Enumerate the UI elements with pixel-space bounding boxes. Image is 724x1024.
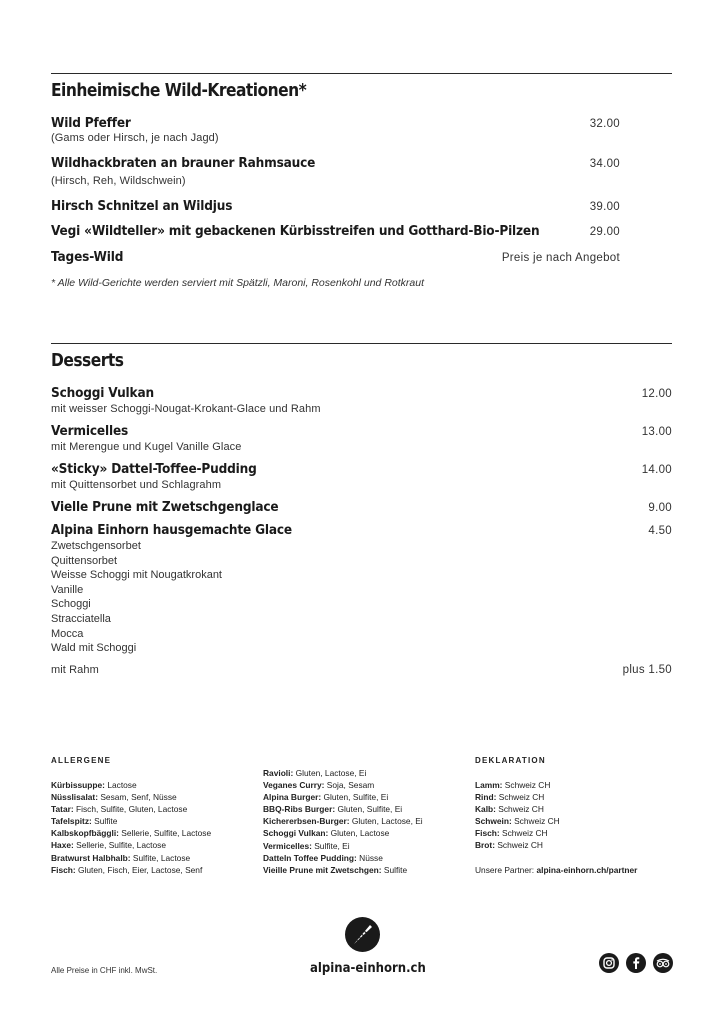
list-item: Kürbissuppe: Lactose (51, 780, 137, 790)
menu-item-price: 14.00 (641, 464, 672, 476)
menu-item-price: 4.50 (648, 525, 672, 537)
list-item: Quittensorbet (51, 554, 118, 567)
section-title-desserts: Desserts (51, 350, 124, 371)
menu-item-name: «Sticky» Dattel-Toffee-Pudding (51, 461, 257, 477)
menu-item-name: Vielle Prune mit Zwetschgenglace (51, 499, 279, 515)
menu-item-description: (Gams oder Hirsch, je nach Jagd) (51, 132, 219, 144)
menu-item-name: Vermicelles (51, 423, 129, 439)
menu-item-price: 29.00 (589, 226, 620, 238)
allergene-column-1 (51, 779, 211, 876)
menu-item-price: Preis je nach Angebot (501, 252, 620, 264)
menu-item-price: 32.00 (589, 118, 620, 130)
list-item: Weisse Schoggi mit Nougatkrokant (51, 569, 222, 582)
allergene-heading: ALLERGENE (51, 756, 112, 765)
menu-item-price: 13.00 (641, 426, 672, 438)
menu-item-description: mit Merengue und Kugel Vanille Glace (51, 441, 242, 453)
menu-item-name: Wild Pfeffer (51, 115, 131, 131)
list-item: Brot: Schweiz CH (475, 840, 543, 851)
list-item: Haxe: Sellerie, Sulfite, Lactose (51, 840, 166, 851)
divider (51, 343, 672, 344)
list-item: Vieille Prune mit Zwetschgen: Sulfite (263, 864, 408, 875)
divider (51, 73, 672, 74)
menu-item-name: Alpina Einhorn hausgemachte Glace (51, 522, 292, 538)
list-item: Kalbskopfbäggli: Sellerie, Sulfite, Lactose (51, 828, 212, 839)
menu-item-name: Tages-Wild (51, 249, 124, 265)
list-item: Nüsslisalat: Sesam, Senf, Nüsse (51, 792, 177, 803)
list-item: Schwein: Schweiz CH (475, 816, 560, 827)
unicorn-horn-icon (345, 917, 380, 952)
list-item: Fisch: Schweiz CH (475, 828, 548, 839)
list-item: Wald mit Schoggi (51, 642, 137, 655)
instagram-icon[interactable] (599, 953, 619, 973)
partner-label: Unsere Partner: (475, 865, 535, 875)
list-item: Lamm: Schweiz CH (475, 780, 551, 790)
list-item: Bratwurst Halbhalb: Sulfite, Lactose (51, 852, 191, 863)
list-item: BBQ-Ribs Burger: Gluten, Sulfite, Ei (263, 804, 403, 815)
menu-item-price: 39.00 (589, 201, 620, 213)
list-item: Mocca (51, 627, 84, 640)
list-item: Veganes Curry: Soja, Sesam (263, 780, 375, 791)
partner-link[interactable]: alpina-einhorn.ch/partner (536, 865, 638, 875)
list-item: Stracciatella (51, 612, 111, 625)
menu-item-name: Wildhackbraten an brauner Rahmsauce (51, 155, 316, 171)
list-item: Tafelspitz: Sulfite (51, 816, 118, 827)
list-item: Kichererbsen-Burger: Gluten, Lactose, Ei (263, 816, 423, 827)
wild-footnote: * Alle Wild-Gerichte werden serviert mit Spätzli, Maroni, Rosenkohl und Rotkraut (51, 277, 424, 289)
list-item: Fisch: Gluten, Fisch, Eier, Lactose, Senf (51, 864, 203, 875)
list-item: Ravioli: Gluten, Lactose, Ei (263, 768, 367, 778)
extra-label: mit Rahm (51, 664, 99, 676)
menu-item-price: 9.00 (648, 502, 672, 514)
list-item: Datteln Toffee Pudding: Nüsse (263, 852, 383, 863)
partner-line (475, 864, 637, 876)
list-item: Tatar: Fisch, Sulfite, Gluten, Lactose (51, 804, 188, 815)
tripadvisor-icon[interactable] (653, 953, 673, 973)
section-title-wild: Einheimische Wild-Kreationen* (51, 80, 307, 101)
list-item: Alpina Burger: Gluten, Sulfite, Ei (263, 792, 389, 803)
list-item: Vanille (51, 583, 84, 596)
list-item: Zwetschgensorbet (51, 540, 141, 552)
price-note: Alle Preise in CHF inkl. MwSt. (51, 966, 158, 975)
menu-item-description: (Hirsch, Reh, Wildschwein) (51, 175, 186, 187)
list-item: Schoggi Vulkan: Gluten, Lactose (263, 828, 390, 839)
list-item: Rind: Schweiz CH (475, 792, 545, 803)
extra-price: plus 1.50 (622, 664, 672, 676)
list-item: Schoggi (51, 598, 91, 611)
menu-item-name: Hirsch Schnitzel an Wildjus (51, 198, 233, 214)
deklaration-heading: DEKLARATION (475, 756, 546, 765)
list-item: Kalb: Schweiz CH (475, 804, 544, 815)
allergene-column-2 (263, 767, 423, 876)
list-item: Vermicelles: Sulfite, Ei (263, 840, 350, 851)
menu-item-price: 12.00 (641, 388, 672, 400)
facebook-icon[interactable] (626, 953, 646, 973)
deklaration-list (475, 779, 560, 852)
menu-item-description: mit Quittensorbet und Schlagrahm (51, 479, 222, 491)
menu-item-description: mit weisser Schoggi-Nougat-Krokant-Glace und Rahm (51, 403, 321, 415)
menu-item-name: Vegi «Wildteller» mit gebackenen Kürbisstreifen und Gotthard-Bio-Pilzen (51, 223, 540, 239)
menu-item-name: Schoggi Vulkan (51, 385, 154, 401)
website-link[interactable]: alpina-einhorn.ch (310, 961, 426, 976)
glace-flavor-list (51, 539, 222, 656)
menu-item-price: 34.00 (589, 158, 620, 170)
